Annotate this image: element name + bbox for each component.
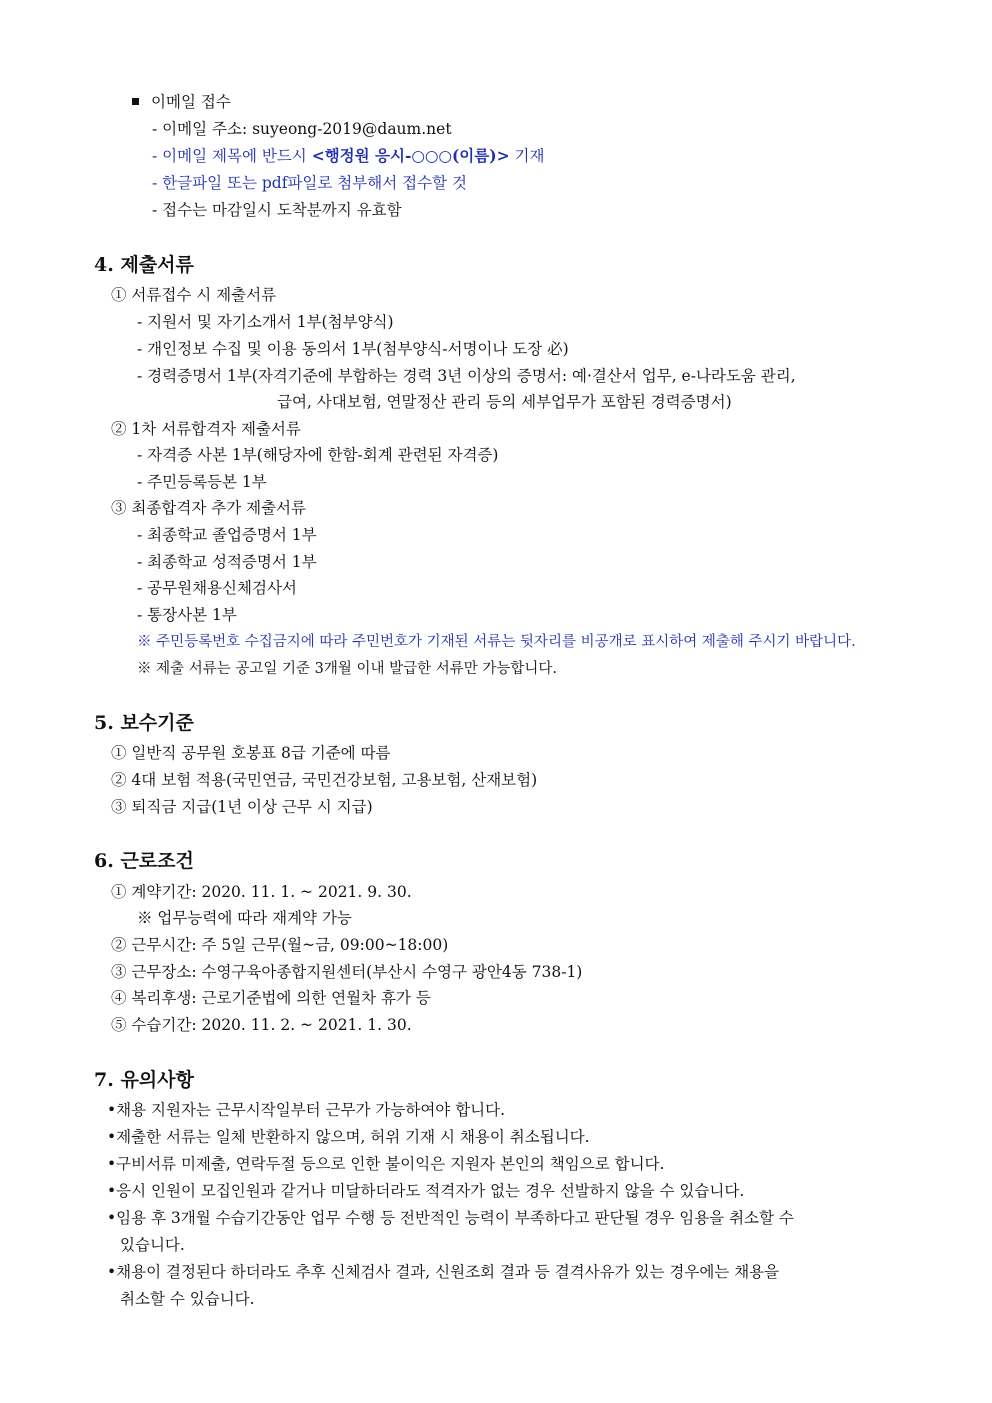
section-4-title: 4. 제출서류: [94, 254, 194, 276]
email-subject-format: <행정원 응시-○○○(이름)>: [311, 146, 510, 165]
section-7-line: •채용 지원자는 근무시작일부터 근무가 가능하여야 합니다.: [107, 1101, 506, 1119]
section-5-item: ① 일반직 공무원 호봉표 8급 기준에 따름: [111, 744, 391, 762]
email-address-line: - 이메일 주소: suyeong-2019@daum.net: [152, 120, 452, 138]
section-4-g3-item: - 공무원채용신체검사서: [137, 579, 297, 597]
section-4-g3-item: - 최종학교 졸업증명서 1부: [137, 526, 317, 544]
email-deadline-line: - 접수는 마감일시 도착분까지 유효함: [152, 201, 402, 219]
section-6-item: ④ 복리후생: 근로기준법에 의한 연월차 휴가 등: [111, 989, 431, 1007]
section-4-note-validity: ※ 제출 서류는 공고일 기준 3개월 이내 발급한 서류만 가능합니다.: [137, 661, 557, 677]
section-4-g3-item: - 통장사본 1부: [137, 606, 237, 624]
section-4-g1-item: - 개인정보 수집 및 이용 동의서 1부(첨부양식-서명이나 도장 必): [137, 340, 569, 358]
section-5-item: ③ 퇴직금 지급(1년 이상 근무 시 지급): [111, 798, 373, 816]
section-4-g2-item: - 자격증 사본 1부(해당자에 한함-회계 관련된 자격증): [137, 446, 499, 464]
section-7-line: •응시 인원이 모집인원과 같거나 미달하더라도 적격자가 없는 경우 선발하지 않을 수 있습니다.: [107, 1182, 745, 1200]
section-6-renewal-note: ※ 업무능력에 따라 재계약 가능: [137, 909, 352, 927]
section-7-line: •임용 후 3개월 수습기간동안 업무 수행 등 전반적인 능력이 부족하다고 판단될 경우 임용을 취소할 수: [107, 1209, 794, 1227]
section-4-g1-item: - 지원서 및 자기소개서 1부(첨부양식): [137, 313, 394, 331]
section-6-title: 6. 근로조건: [94, 850, 194, 872]
section-4-note-privacy: ※ 주민등록번호 수집금지에 따라 주민번호가 기재된 서류는 뒷자리를 비공개로 표시하여 제출해 주시기 바랍니다.: [137, 634, 856, 650]
section-4-group-1-title: ① 서류접수 시 제출서류: [111, 286, 277, 304]
section-7-line-continued: 있습니다.: [120, 1236, 185, 1254]
section-7-line: •채용이 결정된다 하더라도 추후 신체검사 결과, 신원조회 결과 등 결격사유가 있는 경우에는 채용을: [107, 1263, 780, 1281]
section-6-item: ⑤ 수습기간: 2020. 11. 2. ~ 2021. 1. 30.: [111, 1016, 412, 1034]
email-heading-row: [132, 92, 231, 112]
email-subject-suffix: 기재: [509, 147, 545, 165]
section-6-item: ② 근무시간: 주 5일 근무(월~금, 09:00~18:00): [111, 936, 449, 954]
email-subject-prefix: - 이메일 제목에 반드시: [152, 147, 312, 165]
email-file-format-line: - 한글파일 또는 pdf파일로 첨부해서 접수할 것: [152, 174, 467, 192]
square-bullet-icon: [132, 98, 139, 105]
section-4-g1-item: - 경력증명서 1부(자격기준에 부합하는 경력 3년 이상의 증명서: 예·결산서 업무, e-나라도움 관리,: [137, 367, 796, 385]
section-7-line: •제출한 서류는 일체 반환하지 않으며, 허위 기재 시 채용이 취소됩니다.: [107, 1128, 590, 1146]
section-5-item: ② 4대 보험 적용(국민연금, 국민건강보험, 고용보험, 산재보험): [111, 771, 538, 789]
section-4-group-3-title: ③ 최종합격자 추가 제출서류: [111, 499, 306, 517]
section-4-g3-item: - 최종학교 성적증명서 1부: [137, 553, 317, 571]
section-6-item: ③ 근무장소: 수영구육아종합지원센터(부산시 수영구 광안4동 738-1): [111, 963, 583, 981]
section-7-title: 7. 유의사항: [94, 1069, 194, 1091]
section-6-item-contract: ① 계약기간: 2020. 11. 1. ~ 2021. 9. 30.: [111, 883, 412, 901]
section-7-line: •구비서류 미제출, 연락두절 등으로 인한 불이익은 지원자 본인의 책임으로 합니다.: [107, 1155, 665, 1173]
email-subject-line: [152, 146, 544, 166]
section-4-g2-item: - 주민등록등본 1부: [137, 473, 267, 491]
section-5-title: 5. 보수기준: [94, 712, 194, 734]
section-4-group-2-title: ② 1차 서류합격자 제출서류: [111, 420, 301, 438]
email-heading: 이메일 접수: [151, 93, 231, 111]
section-4-g1-item-continued: 급여, 사대보험, 연말정산 관리 등의 세부업무가 포함된 경력증명서): [277, 393, 732, 411]
section-7-line-continued: 취소할 수 있습니다.: [120, 1290, 255, 1308]
